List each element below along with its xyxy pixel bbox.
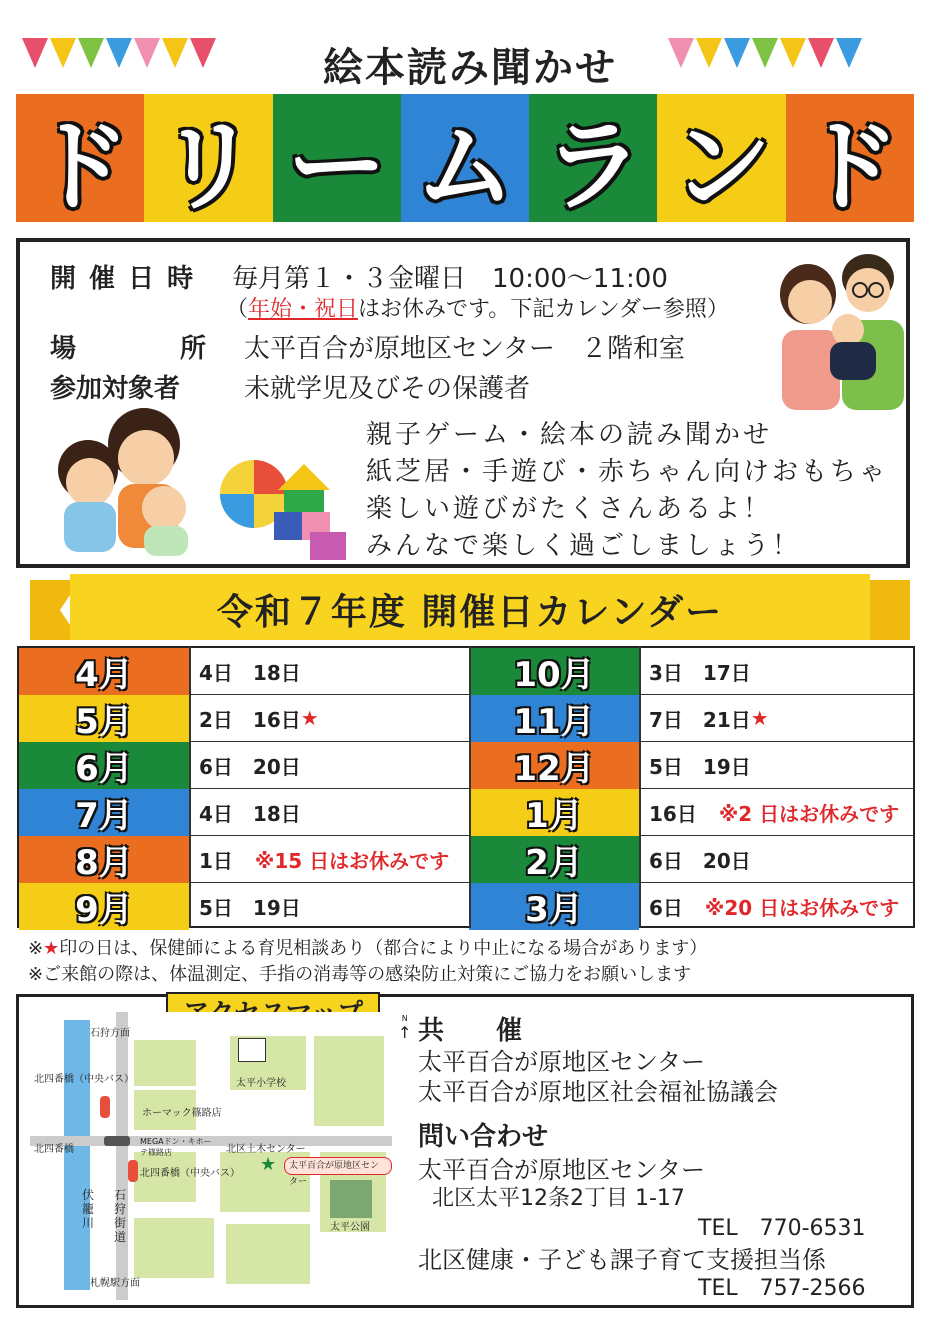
dates-text: 4日 18日 <box>199 660 301 685</box>
school-icon <box>238 1038 266 1062</box>
calendar-month: 4月 <box>19 648 189 695</box>
calendar-dates <box>189 789 469 836</box>
center-star-icon: ★ <box>260 1154 277 1175</box>
calendar-divider <box>469 646 471 928</box>
map-label: 北区土木センター <box>226 1144 306 1155</box>
title-char: ン <box>657 94 785 222</box>
target-value: 未就学児及びその保護者 <box>244 374 531 404</box>
dates-text: 5日 19日 <box>199 896 301 920</box>
title-char: ド <box>786 94 914 222</box>
calendar-month: 11月 <box>469 695 639 742</box>
calendar-dates <box>639 836 913 883</box>
dates-text: 3日 17日 <box>649 660 751 685</box>
contact-address: 北区太平12条2丁目 1-17 <box>432 1186 685 1211</box>
calendar-month: 7月 <box>19 789 189 836</box>
dates-text: 6日 20日 <box>199 754 301 779</box>
calendar-dates <box>639 648 913 695</box>
calendar-heading: 令和７年度 開催日カレンダー <box>216 592 724 633</box>
dates-text: 16日 <box>649 801 697 826</box>
closed-note: ※2 日はお休みです <box>718 801 900 826</box>
title-band <box>16 94 914 225</box>
note-infection: ※ご来館の際は、体温測定、手指の消毒等の感染防止対策にご協力をお願いします <box>28 964 692 985</box>
map-label: 伏籠川 <box>82 1188 95 1230</box>
map-label: 太平小学校 <box>236 1078 286 1089</box>
date-value: 毎月第１・３金曜日 10:00～11:00 <box>232 264 668 294</box>
dates-text: 2日 16日 <box>199 707 301 732</box>
dates-text: 6日 <box>649 896 683 920</box>
map-label: 北四番橋（中央バス） <box>140 1168 240 1179</box>
calendar-month: 10月 <box>469 648 639 695</box>
map-label: 石狩街道 <box>114 1188 127 1244</box>
dates-text: 6日 20日 <box>649 848 751 873</box>
title-char: ド <box>16 94 144 222</box>
calendar-divider <box>189 646 191 928</box>
map-label: 石狩方面 <box>90 1028 130 1039</box>
title-char: ム <box>401 94 529 222</box>
holiday-note: 年始・祝日 <box>248 297 359 322</box>
closed-note: ※20 日はお休みです <box>704 896 900 920</box>
family-illustration <box>760 234 910 410</box>
title-char: リ <box>144 94 272 222</box>
place-value: 太平百合が原地区センター ２階和室 <box>244 334 685 364</box>
dates-text: 5日 19日 <box>649 754 751 779</box>
contact-1: 太平百合が原地区センター <box>418 1156 706 1184</box>
activity-line: 紙芝居・手遊び・赤ちゃん向けおもちゃ <box>366 457 889 487</box>
dates-text: 7日 21日 <box>649 707 751 732</box>
date-note: （年始・祝日はお休みです。下記カレンダー参照） <box>226 297 729 322</box>
main-road <box>116 1012 128 1300</box>
date-label: 開 催 日 時 <box>50 264 196 294</box>
target-label: 参加対象者 <box>50 374 181 404</box>
map-label: MEGAドン・キホーテ篠路店 <box>140 1137 212 1157</box>
title-char: ラ <box>529 94 657 222</box>
map-label: 札幌駅方面 <box>90 1278 140 1289</box>
note-health: ※★印の日は、保健師による育児相談あり（都合により中止になる場合があります） <box>28 938 708 959</box>
calendar-month: 3月 <box>469 883 639 930</box>
calendar-month: 2月 <box>469 836 639 883</box>
calendar-month: 8月 <box>19 836 189 883</box>
cohost-1: 太平百合が原地区センター <box>418 1048 706 1076</box>
center-label: 太平百合が原地区センター <box>284 1157 392 1175</box>
kids-toys-illustration <box>34 404 350 564</box>
calendar-month: 6月 <box>19 742 189 789</box>
map-label: ホーマック篠路店 <box>142 1108 222 1119</box>
subtitle: 絵本読み聞かせ <box>323 45 617 91</box>
calendar-dates <box>189 742 469 789</box>
calendar-dates <box>189 648 469 695</box>
calendar-dates <box>639 695 913 742</box>
title-char: ー <box>273 94 401 222</box>
health-consult-star: ★ <box>300 706 319 730</box>
dates-text: 1日 <box>199 848 233 873</box>
star-mark: ★ <box>43 938 60 959</box>
calendar-month: 1月 <box>469 789 639 836</box>
calendar-month: 5月 <box>19 695 189 742</box>
traffic-light-icon <box>104 1136 130 1146</box>
calendar-dates <box>639 742 913 789</box>
contact-tel-2: TEL 757-2566 <box>698 1276 866 1301</box>
cohost-2: 太平百合が原地区社会福祉協議会 <box>418 1078 778 1106</box>
park-photo <box>330 1180 372 1218</box>
contact-label: 問い合わせ <box>418 1122 549 1152</box>
calendar-dates <box>189 836 469 883</box>
map-label: 北四番橋 <box>34 1144 74 1155</box>
dates-text: 4日 18日 <box>199 801 301 826</box>
place-label-2: 所 <box>180 334 207 364</box>
calendar-dates <box>639 789 913 836</box>
calendar-dates <box>189 695 469 742</box>
calendar-dates <box>189 883 469 930</box>
calendar-month: 12月 <box>469 742 639 789</box>
access-map <box>30 1012 392 1300</box>
calendar-divider <box>639 646 641 928</box>
calendar-month: 9月 <box>19 883 189 930</box>
place-label-1: 場 <box>50 334 77 364</box>
map-label: 北四番橋（中央バス） <box>34 1074 134 1085</box>
activity-line: 楽しい遊びがたくさんあるよ！ <box>366 494 773 524</box>
activity-line: 親子ゲーム・絵本の読み聞かせ <box>366 420 773 450</box>
contact-tel-1: TEL 770-6531 <box>698 1216 866 1241</box>
calendar-dates <box>639 883 913 930</box>
bus-stop-icon <box>128 1160 138 1182</box>
north-arrow-icon: N ↑ <box>398 1014 412 1042</box>
cohost-label: 共 催 <box>418 1016 523 1046</box>
activity-line: みんなで楽しく過ごしましょう！ <box>366 531 802 561</box>
contact-2: 北区健康・子ども課子育て支援担当係 <box>418 1246 826 1274</box>
bus-stop-icon <box>100 1096 110 1118</box>
map-label: 太平公園 <box>330 1222 370 1233</box>
health-consult-star: ★ <box>750 706 769 730</box>
closed-note: ※15 日はお休みです <box>254 848 450 873</box>
river <box>64 1020 90 1290</box>
